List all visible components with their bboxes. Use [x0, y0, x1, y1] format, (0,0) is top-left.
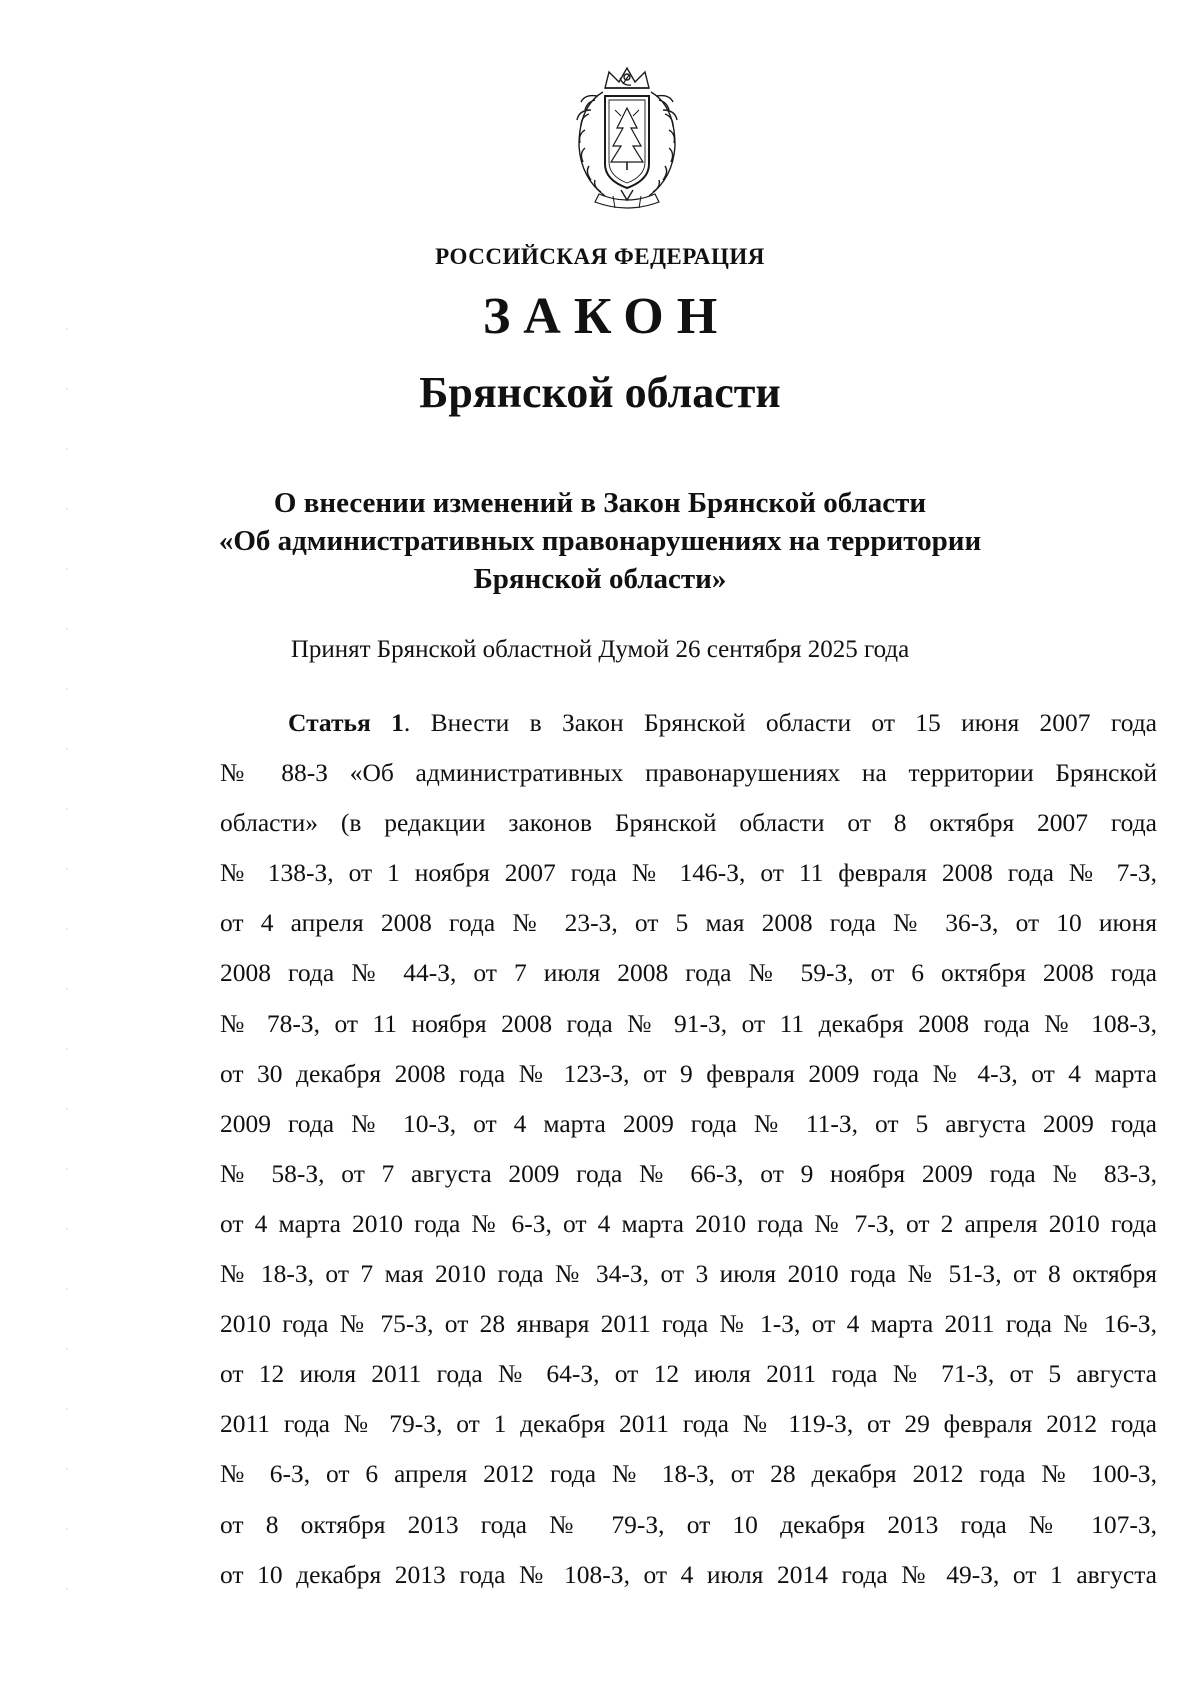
- body-line: № 18-З, от 7 мая 2010 года № 34-З, от 3 июля 2010 года № 51-З, от 8 октября: [220, 1259, 1157, 1289]
- body-line: от 10 декабря 2013 года № 108-З, от 4 июля 2014 года № 49-З, от 1 августа: [220, 1559, 1157, 1589]
- body-line: области» (в редакции законов Брянской области от 8 октября 2007 года: [220, 808, 1157, 838]
- law-title-line: «Об административных правонарушениях на территории: [218, 525, 982, 557]
- article-1-label: Статья 1: [288, 708, 404, 737]
- body-line: № 6-З, от 6 апреля 2012 года № 18-З, от 28 декабря 2012 года № 100-З,: [220, 1459, 1157, 1489]
- body-line: от 8 октября 2013 года № 79-З, от 10 декабря 2013 года № 107-З,: [220, 1509, 1157, 1539]
- article-1-text: [220, 698, 1157, 1600]
- body-line: от 4 апреля 2008 года № 23-З, от 5 мая 2008 года № 36-З, от 10 июня: [220, 908, 1157, 938]
- coat-of-arms-icon: [565, 66, 689, 216]
- adoption-note: Принят Брянской областной Думой 26 сентября 2025 года: [290, 636, 910, 663]
- body-line: 2010 года № 75-З, от 28 января 2011 года № 1-З, от 4 марта 2011 года № 16-З,: [220, 1309, 1157, 1339]
- body-line: 2011 года № 79-З, от 1 декабря 2011 года № 119-З, от 29 февраля 2012 года: [220, 1409, 1157, 1439]
- law-title-line: Брянской области»: [473, 563, 727, 595]
- document-type-heading: ЗАКОН: [482, 288, 731, 345]
- body-line: № 138-З, от 1 ноября 2007 года № 146-З, от 11 февраля 2008 года № 7-З,: [220, 858, 1157, 888]
- country-heading: РОССИЙСКАЯ ФЕДЕРАЦИЯ: [435, 244, 765, 269]
- body-line: № 78-З, от 11 ноября 2008 года № 91-З, от 11 декабря 2008 года № 108-З,: [220, 1008, 1157, 1038]
- article-1-first-line: [220, 698, 1157, 748]
- body-line: 2009 года № 10-З, от 4 марта 2009 года № 11-З, от 5 августа 2009 года: [220, 1108, 1157, 1138]
- region-heading: Брянской области: [419, 368, 781, 417]
- article-1-first-line-text: . Внести в Закон Брянской области от 15 июня 2007 года: [403, 708, 1157, 737]
- body-line: от 30 декабря 2008 года № 123-З, от 9 февраля 2009 года № 4-З, от 4 марта: [220, 1058, 1157, 1088]
- body-line: № 58-З, от 7 августа 2009 года № 66-З, от 9 ноября 2009 года № 83-З,: [220, 1158, 1157, 1188]
- body-line: № 88-З «Об административных правонарушениях на территории Брянской: [220, 758, 1157, 788]
- law-title: [0, 484, 1200, 598]
- law-title-line: О внесении изменений в Закон Брянской области: [273, 487, 927, 519]
- body-line: от 12 июля 2011 года № 64-З, от 12 июля 2011 года № 71-З, от 5 августа: [220, 1359, 1157, 1389]
- body-line: 2008 года № 44-З, от 7 июля 2008 года № 59-З, от 6 октября 2008 года: [220, 958, 1157, 988]
- body-line: от 4 марта 2010 года № 6-З, от 4 марта 2010 года № 7-З, от 2 апреля 2010 года: [220, 1208, 1157, 1238]
